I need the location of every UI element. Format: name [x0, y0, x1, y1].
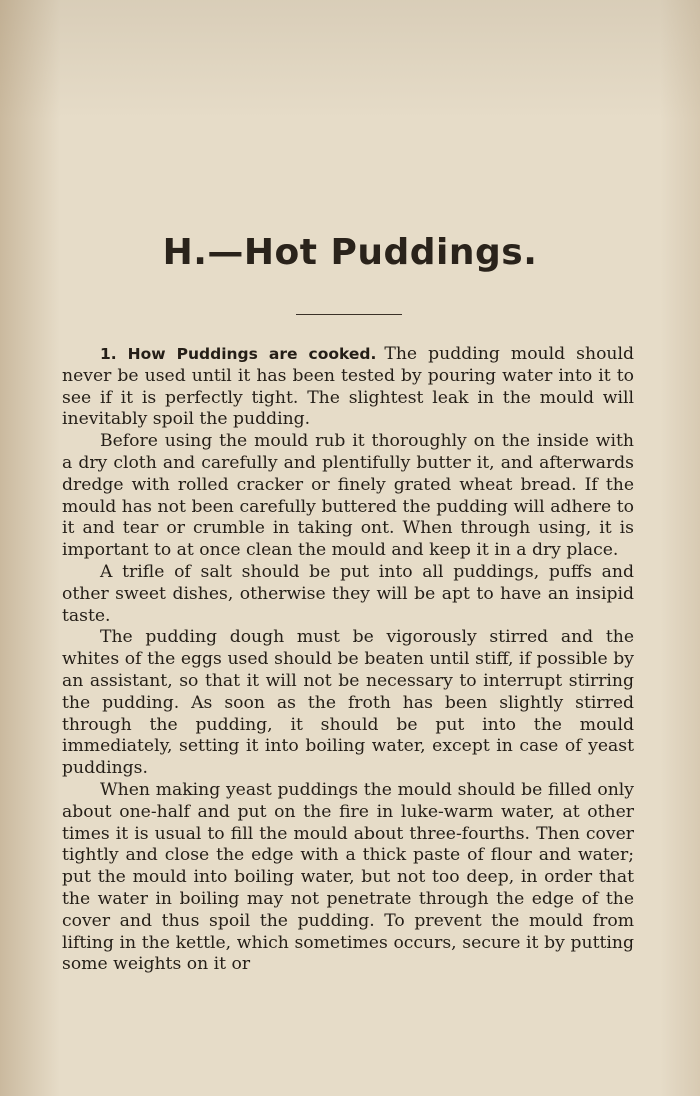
section-heading: 1. How Puddings are cooked.	[100, 345, 377, 363]
paragraph: The pudding dough must be vigorously stirred and the whites of the eggs used should be beaten until stiff, if possible by an assistant, so that it will not be necessary to interrupt stirring the pudding. As soon as the froth has been slightly stirred through the pudding, it should be put into the mould immediately, setting it into boiling water, except in case of yeast puddings.	[62, 627, 634, 779]
paragraph: When making yeast puddings the mould should be filled only about one-half and put on the fire in luke-warm water, at other times it is usual to fill the mould about three-fourths. Then cover tightly and close the edge with a thick paste of flour and water; put the mould into boiling water, but not too deep, in order that the water in boiling may not penetrate through the edge of the cover and thus spoil the pudding. To prevent the mould from lifting in the kettle, which sometimes occurs, secure it by putting some weights on it or	[62, 779, 634, 975]
title-divider	[296, 314, 402, 315]
body-text	[62, 344, 634, 976]
paragraph-text: The pudding mould should never be used until it has been tested by pouring water into it to see if it is perfectly tight. The slightest leak in the mould will inevitably spoil the pudding.	[62, 344, 634, 430]
paragraph	[62, 344, 634, 431]
paragraph: Before using the mould rub it thoroughly on the inside with a dry cloth and carefully and plentifully butter it, and afterwards dredge with rolled cracker or finely grated wheat bread. If the mould has not been carefully buttered the pudding will adhere to it and tear or crumble in taking ont. When through using, it is important to at once clean the mould and keep it in a dry place.	[62, 431, 634, 561]
paragraph: A trifle of salt should be put into all puddings, puffs and other sweet dishes, otherwise they will be apt to have an insipid taste.	[62, 561, 634, 626]
chapter-title: H.—Hot Puddings.	[162, 232, 538, 273]
